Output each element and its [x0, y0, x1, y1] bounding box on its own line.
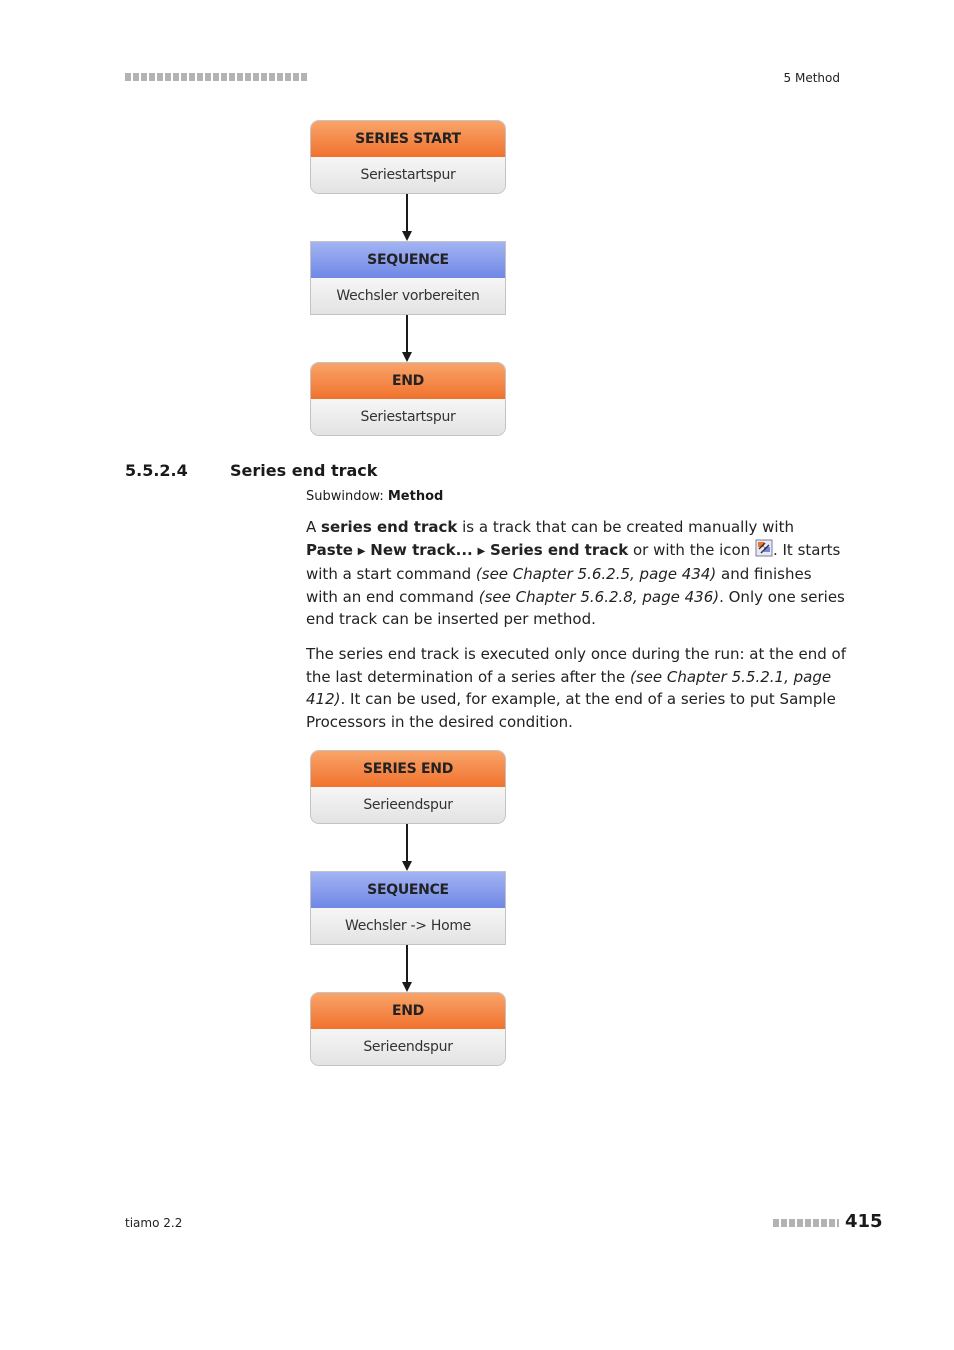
footer-decoration	[773, 1219, 839, 1227]
node-title: END	[311, 993, 505, 1029]
paragraph-description	[306, 643, 846, 733]
page-number: 415	[845, 1211, 883, 1232]
node-label: Wechsler vorbereiten	[311, 278, 505, 314]
menu-paste: Paste	[306, 540, 353, 559]
arrow-down-icon	[402, 982, 412, 992]
flow-node-series-end	[310, 750, 506, 824]
subwindow-line	[306, 489, 443, 504]
node-label: Seriestartspur	[311, 157, 505, 193]
node-label: Serieendspur	[311, 1029, 505, 1065]
node-title: SERIES START	[311, 121, 505, 157]
chapter-reference: (see Chapter 5.6.2.5, page 434)	[475, 565, 717, 583]
text: . It can be used, for example, at the end of a series to put Sample Processors in the desired condition.	[306, 690, 836, 731]
menu-new-track: New track...	[370, 540, 473, 559]
subwindow-name: Method	[387, 489, 444, 504]
flow-arrow	[310, 945, 506, 992]
arrow-down-icon	[402, 231, 412, 241]
node-label: Seriestartspur	[311, 399, 505, 435]
section-title: Series end track	[230, 461, 378, 480]
term: series end track	[321, 518, 458, 536]
node-label: Serieendspur	[311, 787, 505, 823]
chapter-reference: (see Chapter 5.6.2.8, page 436)	[478, 587, 720, 606]
node-title: SEQUENCE	[311, 872, 505, 908]
flow-arrow	[310, 194, 506, 241]
series-end-flow-diagram	[310, 750, 506, 1066]
text: . It starts with a start command	[306, 540, 841, 583]
text: A	[306, 518, 322, 536]
chapter-reference: (see Chapter 5.5.2.1, page 412)	[306, 667, 832, 708]
series-start-flow-diagram	[310, 120, 506, 436]
arrow-down-icon	[402, 352, 412, 362]
text: is a track that can be created manually with	[457, 518, 794, 536]
text: The series end track is executed only once during the run: at the end of the last determination of a series after the	[306, 645, 847, 686]
series-end-track-icon	[755, 539, 773, 557]
flow-node-end	[310, 362, 506, 436]
flow-node-sequence	[310, 241, 506, 315]
subwindow-prefix: Subwindow:	[306, 489, 384, 504]
menu-series-end-track: Series end track	[490, 540, 629, 559]
paragraph-intro	[306, 516, 846, 631]
footer-product: tiamo 2.2	[125, 1216, 183, 1230]
arrow-down-icon	[402, 861, 412, 871]
node-title: END	[311, 363, 505, 399]
header-decoration	[125, 73, 307, 81]
text: and finishes with an end command	[306, 565, 812, 606]
flow-node-series-start	[310, 120, 506, 194]
flow-node-sequence	[310, 871, 506, 945]
section-number: 5.5.2.4	[125, 461, 188, 480]
node-label: Wechsler -> Home	[311, 908, 505, 944]
text: or with the icon	[628, 540, 755, 559]
menu-arrow-icon: ▶	[477, 545, 486, 557]
node-title: SERIES END	[311, 751, 505, 787]
flow-arrow	[310, 315, 506, 362]
header-chapter: 5 Method	[783, 71, 840, 85]
flow-arrow	[310, 824, 506, 871]
text: . Only one series end track can be inserted per method.	[306, 587, 845, 628]
node-title: SEQUENCE	[311, 242, 505, 278]
flow-node-end	[310, 992, 506, 1066]
menu-arrow-icon: ▶	[357, 545, 366, 557]
